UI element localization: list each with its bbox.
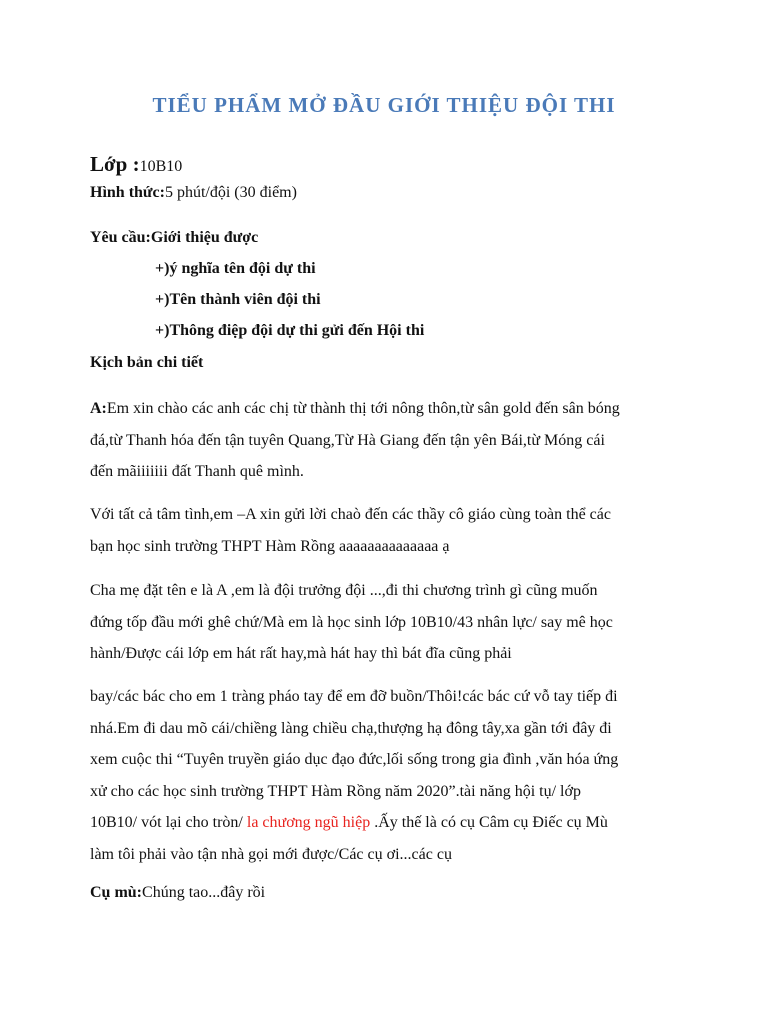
requirements-line xyxy=(90,229,258,247)
para-line: bay/các bác cho em 1 tràng pháo tay để em đỡ buồn/Thôi!các bác cứ vỗ tay tiếp đi xyxy=(90,688,618,705)
para-line: Với tất cả tâm tình,em –A xin gửi lời chaò đến các thầy cô giáo cùng toàn thể các xyxy=(90,506,611,523)
para-line: nhá.Em đi dau mõ cái/chiềng làng chiều chạ,thượng hạ đông tây,xa gần tới đây đi xyxy=(90,719,612,737)
paragraph-intro xyxy=(90,575,690,670)
para-line: bạn học sinh trường THPT Hàm Rồng aaaaaaaaaaaaaa ạ xyxy=(90,537,450,555)
format-line xyxy=(90,184,297,202)
class-value: 10B10 xyxy=(139,158,183,175)
paragraph-contest xyxy=(90,681,690,870)
requirement-item: +)ý nghĩa tên đội dự thi xyxy=(155,260,316,277)
para-line: Em xin chào các anh các chị từ thành thị tới nông thôn,từ sân gold đến sân bóng xyxy=(106,400,620,417)
requirement-item: +)Tên thành viên đội thi xyxy=(155,291,321,308)
para-line: làm tôi phải vào tận nhà gọi mới được/Các cụ ơi...các cụ xyxy=(90,845,452,863)
blind-elder-text: Chúng tao...đây rồi xyxy=(142,884,266,901)
speaker-blind-elder: Cụ mù: xyxy=(90,884,143,901)
para-line: hành/Được cái lớp em hát rất hay,mà hát hay thì bát đĩa cũng phải xyxy=(90,645,512,662)
format-label: Hình thức: xyxy=(90,184,165,201)
class-label: Lớp : xyxy=(90,152,140,176)
para-line: xem cuộc thi “Tuyên truyền giáo dục đạo đức,lối sống trong gia đình ,văn hóa ứng xyxy=(90,751,619,768)
paragraph-greeting xyxy=(90,499,690,562)
para-line: đá,từ Thanh hóa đến tận tuyên Quang,Từ Hà Giang đến tận yên Bái,từ Móng cái xyxy=(90,431,605,449)
paragraph-a xyxy=(90,393,690,488)
highlight-text: la chương ngũ hiệp xyxy=(246,814,371,831)
requirement-item: +)Thông điệp đội dự thi gửi đến Hội thi xyxy=(155,322,425,339)
para-line: 10B10/ vót lại cho tròn/ xyxy=(90,814,247,831)
para-line: xử cho các học sinh trường THPT Hàm Rồng năm 2020”.tài năng hội tụ/ lớp xyxy=(90,782,581,800)
para-line: đến mãiiiiiii đất Thanh quê mình. xyxy=(90,463,304,480)
class-line xyxy=(90,152,182,177)
para-line: Cha mẹ đặt tên e là A ,em là đội trưởng đội ...,đi thi chương trình gì cũng muốn xyxy=(90,582,598,599)
document-title: TIỂU PHẨM MỞ ĐẦU GIỚI THIỆU ĐỘI THI xyxy=(152,93,616,117)
para-line: .Ấy thế là có cụ Câm cụ Điếc cụ Mù xyxy=(370,814,608,831)
script-heading: Kịch bản chi tiết xyxy=(90,354,204,371)
para-line: đứng tốp đầu mới ghê chứ/Mà em là học sinh lớp 10B10/43 nhân lực/ say mê học xyxy=(90,613,613,631)
requirements-intro: Giới thiệu được xyxy=(150,229,259,246)
requirements-label: Yêu cầu: xyxy=(90,229,151,246)
format-value: 5 phút/đội (30 điểm) xyxy=(164,184,297,201)
speaker-a: A: xyxy=(90,400,107,417)
blind-elder-line xyxy=(90,884,265,902)
